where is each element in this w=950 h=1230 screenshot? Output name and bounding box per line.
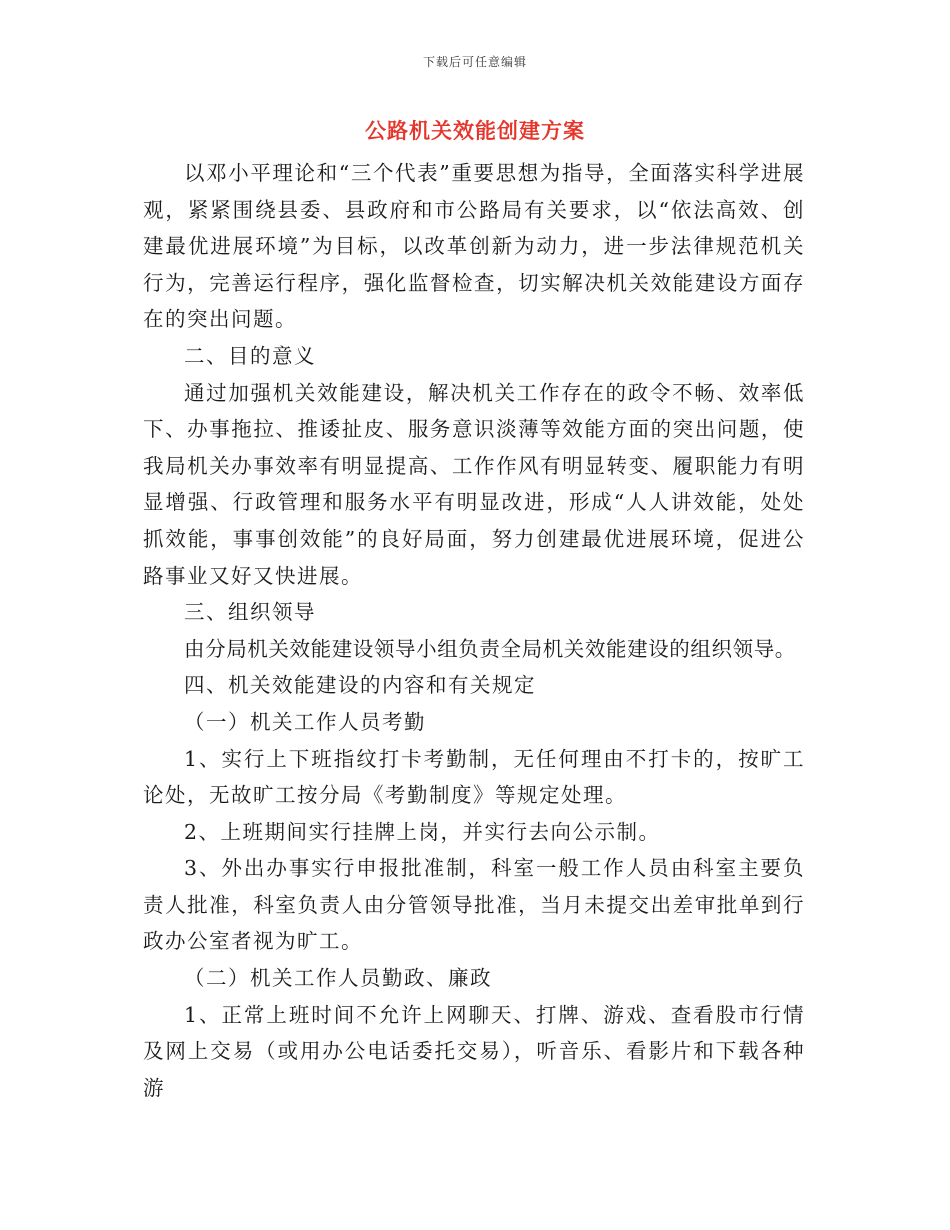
section-heading-purpose: 二、目的意义 [184,343,316,368]
paragraph-attendance-2: 2、上班期间实行挂牌上岗，并实行去向公示制。 [184,819,661,844]
paragraph-leadership: 由分局机关效能建设领导小组负责全局机关效能建设的组织领导。 [184,636,796,661]
paragraph-attendance-3: 3、外出办事实行申报批准制，科室一般工作人员由科室主要负责人批准，科室负责人由分管领导批准，当月未提交出差审批单到行政办公室者视为旷工。 [143,856,805,954]
paragraph-intro: 以邓小平理论和“三个代表”重要思想为指导，全面落实科学进展观，紧紧围绕县委、县政府和市公路局有关要求，以“依法高效、创建最优进展环境”为目标，以改革创新为动力，进一步法律规范机关行为，完善运行程序，强化监督检查，切实解决机关效能建设方面存在的突出问题。 [143,161,805,332]
section-heading-leadership: 三、组织领导 [184,600,316,625]
section-heading-content: 四、机关效能建设的内容和有关规定 [184,673,536,698]
paragraph-integrity-1: 1、正常上班时间不允许上网聊天、打牌、游戏、查看股市行情及网上交易（或用办公电话委托交易），听音乐、看影片和下载各种游 [143,1002,805,1100]
paragraph-attendance-1: 1、实行上下班指纹打卡考勤制，无任何理由不打卡的，按旷工论处，无故旷工按分局《考勤制度》等规定处理。 [143,746,805,808]
document-body [143,155,805,1106]
subsection-heading-attendance: （一）机关工作人员考勤 [184,709,426,734]
subsection-heading-integrity: （二）机关工作人员勤政、廉政 [184,966,492,991]
paragraph-purpose: 通过加强机关效能建设，解决机关工作存在的政令不畅、效率低下、办事拖拉、推诿扯皮、服务意识淡薄等效能方面的突出问题，使我局机关办事效率有明显提高、工作作风有明显转变、履职能力有明显增强、行政管理和服务水平有明显改进，形成“人人讲效能，处处抓效能，事事创效能”的良好局面，努力创建最优进展环境，促进公路事业又好又快进展。 [143,380,805,588]
header-note: 下载后可任意编辑 [422,55,527,69]
document-title: 公路机关效能创建方案 [365,119,585,143]
